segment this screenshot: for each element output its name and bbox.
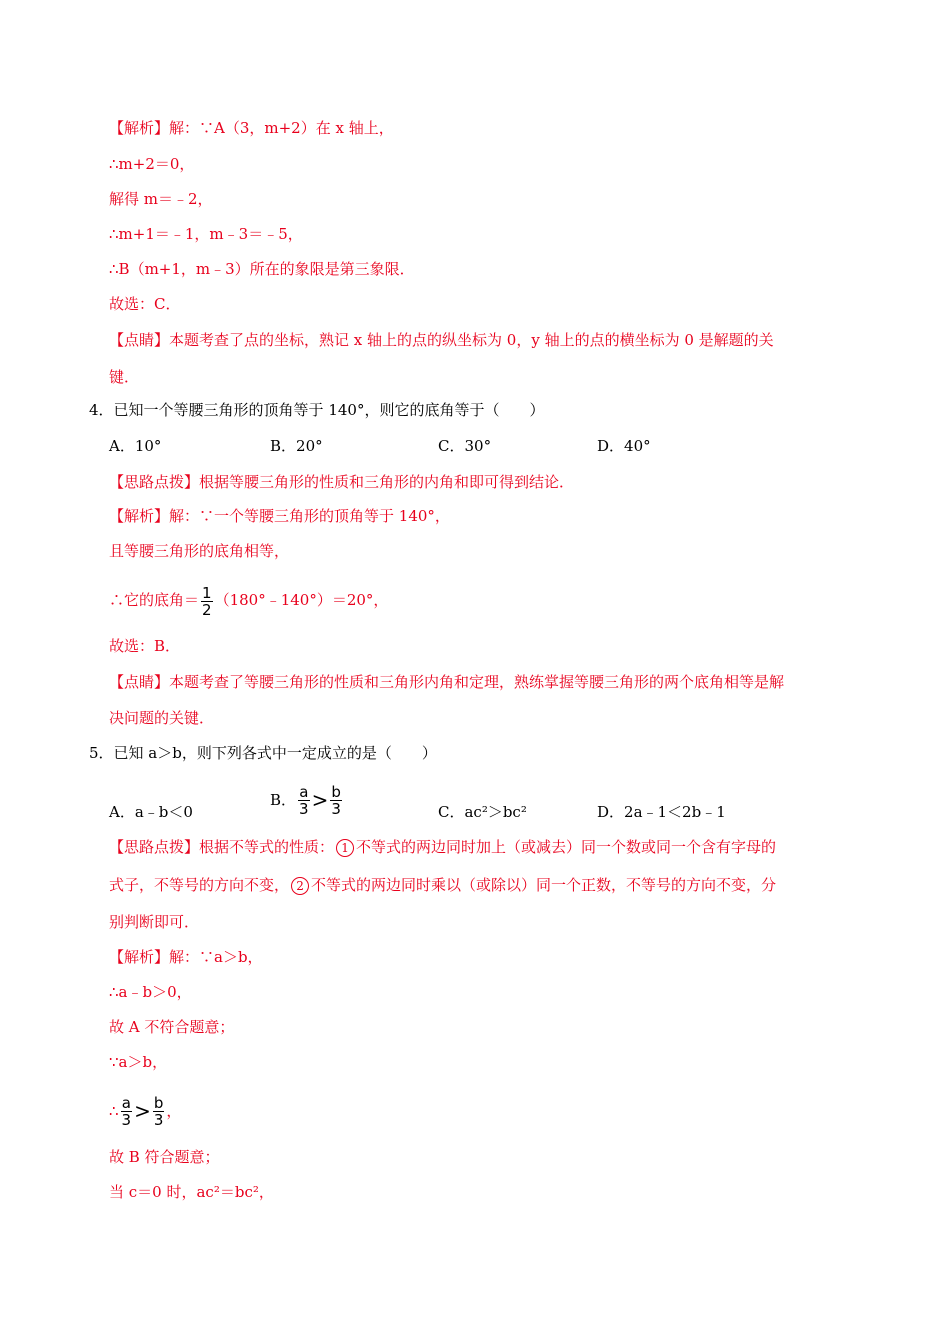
q5-analysis-line-5: ∴ $\frac{a}{3}$ > $\frac{b}{3}$ ，	[109, 1093, 182, 1129]
q3-analysis-line-6: 故选：C．	[109, 295, 181, 313]
q5-analysis-line-3: 故 A 不符合题意；	[109, 1018, 235, 1036]
comment-tag: 【点睛】	[109, 673, 170, 691]
q3-analysis-line-1: 【解析】解：∵A（3，m+2）在 x 轴上，	[109, 119, 394, 137]
q5-hint-line-1: 【思路点拨】根据不等式的性质： 1 不等式的两边同时加上（或减去）同一个数或同一个含有字母的	[109, 838, 777, 856]
q5-option-a: A．a﹣b＜0	[109, 803, 193, 821]
q4-option-d: D．40°	[597, 437, 651, 455]
fraction-b-over-3: $\frac{b}{3}$	[153, 1093, 164, 1129]
fraction-b-over-3: $\frac{b}{3}$	[331, 782, 341, 818]
q3-analysis-line-3: 解得 m＝﹣2，	[109, 190, 213, 208]
analysis-tag: 【解析】	[109, 507, 170, 525]
q5-analysis-line-7: 当 c＝0 时，ac²＝bc²，	[109, 1183, 274, 1201]
q3-comment-line-2: 键．	[109, 368, 140, 386]
analysis-tag: 【解析】	[109, 119, 170, 137]
q4-analysis-line-4: 故选：B．	[109, 637, 181, 655]
q5-option-c: C．ac²＞bc²	[438, 803, 527, 821]
q4-option-a: A．10°	[109, 437, 162, 455]
q5-analysis-line-6: 故 B 符合题意；	[109, 1148, 220, 1166]
q5-hint-line-3: 别判断即可．	[109, 913, 200, 931]
q3-analysis-line-2: ∴m+2＝0，	[109, 155, 195, 173]
hint-tag: 【思路点拨】	[109, 473, 200, 491]
comment-tag: 【点睛】	[109, 331, 170, 349]
q5-analysis-line-2: ∴a﹣b＞0，	[109, 983, 192, 1001]
fraction-a-over-3: $\frac{a}{3}$	[121, 1093, 132, 1129]
q4-comment-line-2: 决问题的关键．	[109, 709, 215, 727]
q3-analysis-line-4: ∴m+1＝﹣1，m﹣3＝﹣5，	[109, 225, 303, 243]
q5-analysis-line-4: ∵a＞b，	[109, 1053, 168, 1071]
hint-tag: 【思路点拨】	[109, 838, 200, 856]
greater-than-sign: >	[134, 1099, 151, 1123]
greater-than-sign: >	[311, 788, 329, 812]
q3-analysis-line-5: ∴B（m+1，m﹣3）所在的象限是第三象限．	[109, 260, 415, 278]
circled-number-1: 1	[336, 839, 354, 857]
q5-hint-line-2: 式子，不等号的方向不变， 2 不等式的两边同时乘以（或除以）同一个正数，不等号的方向不变，分	[109, 876, 777, 894]
q4-analysis-line-1: 【解析】解：∵一个等腰三角形的顶角等于 140°，	[109, 507, 450, 525]
circled-number-2: 2	[291, 877, 309, 895]
q5-analysis-line-1: 【解析】解：∵a＞b，	[109, 948, 263, 966]
q4-analysis-line-2: 且等腰三角形的底角相等，	[109, 542, 290, 560]
q4-hint: 【思路点拨】根据等腰三角形的性质和三角形的内角和即可得到结论．	[109, 473, 575, 491]
fraction-one-half: $\frac{1}{2}$	[202, 583, 212, 619]
q5-option-b: B． $\frac{a}{3}$ > $\frac{b}{3}$	[270, 782, 341, 818]
q5-option-d: D．2a﹣1＜2b﹣1	[597, 803, 726, 821]
q4-option-c: C．30°	[438, 437, 492, 455]
q5-stem: 5．已知 a＞b，则下列各式中一定成立的是（ ）	[89, 744, 437, 762]
q4-comment-line-1: 【点睛】本题考查了等腰三角形的性质和三角形内角和定理，熟练掌握等腰三角形的两个底角相等是解	[109, 673, 785, 691]
analysis-tag: 【解析】	[109, 948, 170, 966]
q4-option-b: B．20°	[270, 437, 323, 455]
q4-stem: 4．已知一个等腰三角形的顶角等于 140°，则它的底角等于（ ）	[89, 401, 545, 419]
q4-analysis-line-3: ∴它的底角＝ $\frac{1}{2}$ （180°﹣140°）＝20°，	[109, 583, 389, 619]
q3-comment-line-1: 【点睛】本题考查了点的坐标，熟记 x 轴上的点的纵坐标为 0，y 轴上的点的横坐标为 0 是解题的关	[109, 331, 774, 349]
fraction-a-over-3: $\frac{a}{3}$	[299, 782, 309, 818]
